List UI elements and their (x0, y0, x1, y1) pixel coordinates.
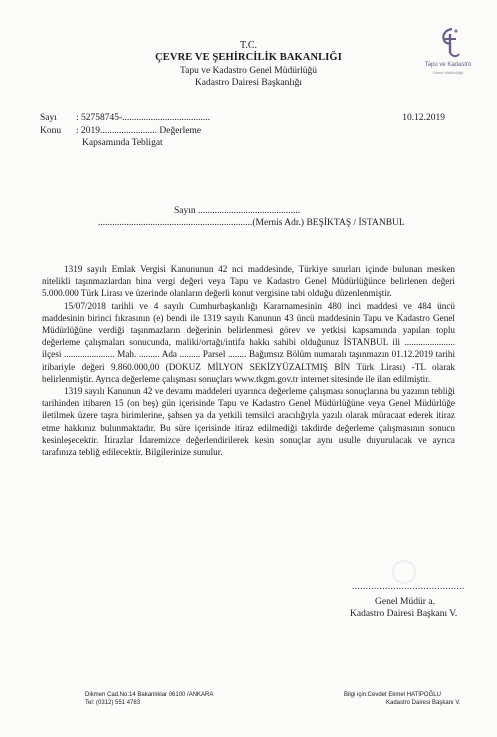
konu-label: Konu (40, 126, 62, 136)
header-general-directorate: Tapu ve Kadastro Genel Müdürlüğü (179, 66, 318, 76)
document-date: 10.12.2019 (402, 113, 445, 123)
footer-contact-block (344, 691, 460, 707)
logo-subtitle: Genel Müdürlüğü (432, 70, 464, 75)
konu-continuation: Kapsamında Tebligat (82, 138, 163, 148)
header-ministry: ÇEVRE VE ŞEHİRCİLİK BAKANLIĞI (155, 52, 342, 63)
signature-line: ......................................... (352, 581, 465, 591)
sayi-label: Sayı (40, 113, 57, 123)
body-paragraphs (42, 263, 455, 458)
footer-address-block (85, 691, 213, 707)
footer-address: Dikmen Cad.No:14 Bakanlıklar 06100 /ANKARA (85, 692, 214, 698)
signature-title: Genel Müdür a. (375, 597, 435, 607)
logo-title: Tapu ve Kadastro (424, 62, 472, 68)
recipient-address: .................................................................(Mernis Adr.) BEŞİKTAŞ / İSTANBUL (98, 218, 405, 228)
konu-value: : 2019........................ Değerleme (76, 126, 202, 136)
header-department: Kadastro Dairesi Başkanlığı (194, 78, 303, 88)
paragraph-2: 15/07/2018 tarihli ve 4 sayılı Cumhurbaşkanlığı Kararnamesinin 480 inci maddesi ve 484 üncü maddesinin birinci fıkrasının (e) bendi ile 1319 sayılı Kanunun 43 üncü maddesinin Tapu ve Kadastro Genel Müdürlüğüne verdiği taşınmazların değerinin belirlenmesi görev ve yetkisi kapsamında yapılan toplu değerleme çalışmaları sonucunda, maliki/ortağı/intifa hakkı sahibi olduğunuz İSTANBUL ili ...................... ilçesi ...................... Mah. ......... Ada ......... Parsel ........ Bağımsız Bölüm numaralı taşınmazın 01.12.2019 tarihi itibariyle değeri 9.860.000,00 (DOKUZ MİLYON SEKİZYÜZALTMIŞ BİN Türk Lirası) -TL olarak belirlenmiştir. Ayrıca değerleme çalışması sonuçları www.tkgm.gov.tr internet sitesinde ile ilan edilmiştir. (42, 300, 455, 384)
footer-contact-name: Bilgi için:Cevdet Ekmel HATİPOĞLU (344, 692, 441, 698)
sayi-value: : 52758745-..................................... (76, 113, 211, 123)
konu-row (40, 126, 201, 136)
header-tc: T.C. (239, 40, 258, 51)
signature-department: Kadastro Dairesi Başkanı V. (350, 609, 458, 619)
paragraph-1: 1319 sayılı Emlak Vergisi Kanununun 42 nci maddesinde, Türkiye sınırları içinde bulunan mesken nitelikli taşınmazlardan bina vergi değeri veya Tapu ve Kadastro Genel Müdürlüğünce belirlenen değeri 5.000.000 Türk Lirası ve üzerinde olanların değerli konut vergisine tabi olduğu düzenlenmiştir. (42, 264, 455, 299)
footer-contact-title: Kadastro Dairesi Başkanı V. (386, 700, 461, 706)
recipient-name: Sayın ........................................... (174, 206, 301, 216)
paragraph-3: 1319 sayılı Kanunun 42 ve devamı maddeleri uyarınca değerleme çalışması sonuçlarına bu yazının tebliği tarihinden itibaren 15 (on beş) gün içerisinde Tapu ve Kadastro Genel Müdürlüğüne veya Genel Müdürlüğe iletilmek üzere taşra birimlerine, şahsen ya da yetkili temsilci aracılığıyla yazılı olarak müracaat ederek itiraz etme hakkınız bulunmaktadır. Bu süre içerisinde itiraz edilmediği takdirde değerleme çalışmasının sonucu kesinleşecektir. İtirazlar İdaremizce değerlendirilerek kesin sonuçlar aynı usulle duyurulacak ve ayrıca tarafınıza tebliğ edilecektir. Bilgilerinize sunulur. (42, 386, 455, 458)
footer-phone: Tel: (0312) 551 4783 (85, 700, 141, 706)
sayi-row (40, 113, 210, 123)
